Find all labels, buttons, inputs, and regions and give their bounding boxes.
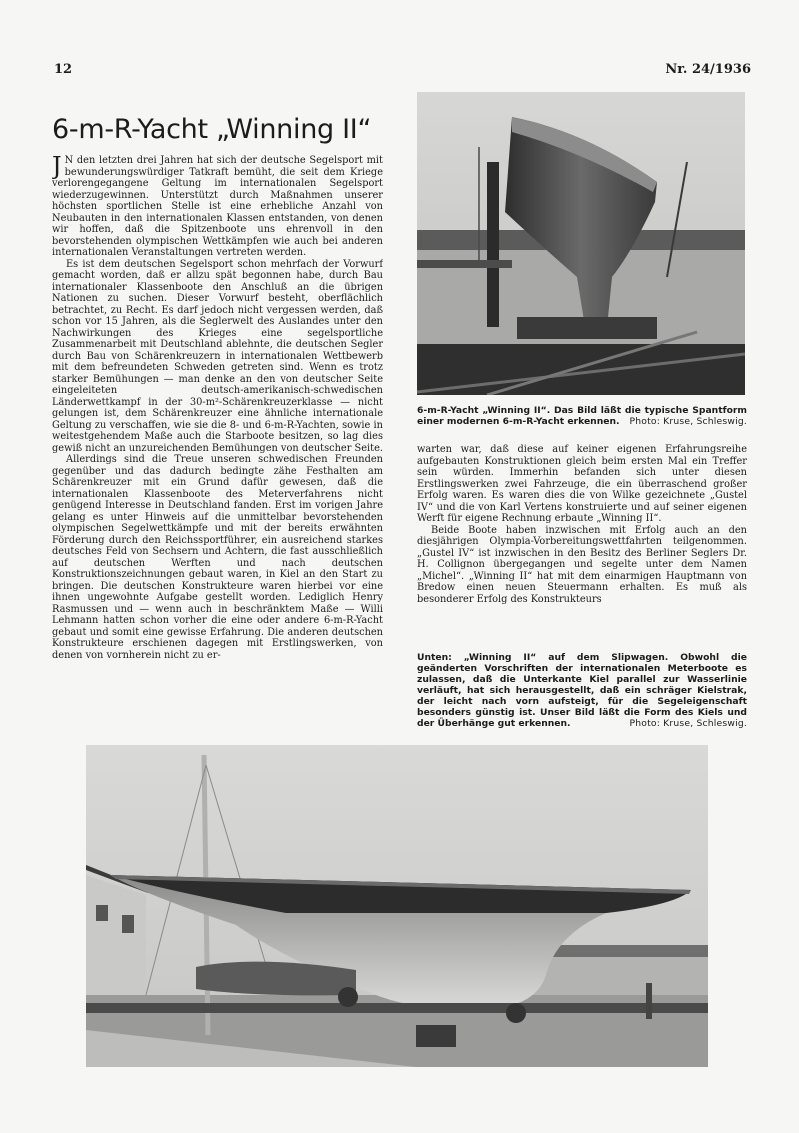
photo-hull-front-view [417, 92, 745, 395]
photo-yacht-on-slipway [86, 745, 708, 1067]
article-column-right [417, 444, 747, 636]
caption-top [417, 405, 747, 427]
paragraph-5: Beide Boote haben inzwischen mit Erfolg auch an den diesjährigen Olympia-Vorbereitungswettfahrten teilgenommen. „Gustel IV“ ist inzwischen in den Besitz des Berliner Seglers Dr. H. Collignon übergegangen und segelte unter dem Namen „Michel“. „Winning II“ hat mit dem einarmigen Hauptmann von Bredow einen neuen Steuermann erhalten. Es muß als besonderer Erfolg des Konstrukteurs [417, 524, 747, 605]
paragraph-4: warten war, daß diese auf keiner eigenen Erfahrungsreihe aufgebauten Konstruktionen gleich beim ersten Mal ein Treffer sein würden. Immerhin befanden sich unter diesen Erstlingswerken zwei Fahrzeuge, die ein überraschend großer Erfolg waren. Es waren dies die von Wilke gezeichnete „Gustel IV“ und die von Karl Vertens konstruierte und auf seiner eigenen Werft für eigene Rechnung erbaute „Winning II“. [417, 444, 747, 524]
caption-bottom-credit: Photo: Kruse, Schleswig. [629, 718, 747, 729]
caption-bottom [417, 652, 747, 729]
drop-cap: J [52, 155, 62, 180]
article-column-left [52, 155, 383, 730]
caption-top-credit: Photo: Kruse, Schleswig. [629, 416, 747, 427]
article-title: 6-m-R-Yacht „Winning II“ [52, 114, 372, 145]
paragraph-1 [52, 155, 383, 259]
caption-top-text: 6-m-R-Yacht „Winning II“. Das Bild läßt die typische Spantform einer modernen 6-m-R-Yacht erkennen. [417, 405, 747, 427]
paragraph-2: Es ist dem deutschen Segelsport schon mehrfach der Vorwurf gemacht worden, daß er allzu spät begonnen habe, durch Bau internationaler Klassenboote den Anschluß an die übrigen Nationen zu suchen. Dieser Vorwurf besteht, oberflächlich betrachtet, zu Recht. Es darf jedoch nicht vergessen werden, daß schon vor 15 Jahren, als die Seglerwelt des Auslandes unter den Nachwirkungen des Krieges eine segelsportliche Zusammenarbeit mit Deutschland ablehnte, die deutschen Segler durch Bau von Schärenkreuzern in internationalen Wettbewerb mit dem befreundeten Schweden getreten sind. Wenn es trotz starker Bemühungen — man denke an den von deutscher Seite eingeleiteten deutsch-amerikanisch-schwedischen Länderwettkampf in der 30-m²-Schärenkreuzerklasse — nicht gelungen ist, dem Schärenkreuzer eine ähnliche internationale Geltung zu verschaffen, wie sie die 8- und 6-m-R-Yachten, sowie in weitestgehendem Maße auch die Starboote besitzen, so lag dies gewiß nicht an unzureichenden Bemühungen von deutscher Seite. [52, 258, 383, 454]
paragraph-1-text: N den letzten drei Jahren hat sich der deutsche Segelsport mit bewunderungswürdiger Tatkraft bemüht, die seit dem Kriege verlorengegangene Geltung im internationalen Segelsport wiederzugewinnen. Unterstützt durch Maßnahmen unserer höchsten sportlichen Stelle ist eine erhebliche Anzahl von Neubauten in den internationalen Klassen entstanden, von denen wir hoffen, daß die Spitzenboote uns ehrenvoll in den bevorstehenden olympischen Wettkämpfen wie auch bei anderen internationalen Veranstaltungen vertreten werden. [52, 155, 383, 258]
page-number: 12 [54, 62, 73, 77]
caption-bottom-text: Unten: „Winning II“ auf dem Slipwagen. Obwohl die geänderten Vorschriften der internationalen Meterboote es zulassen, daß die Unterkante Kiel parallel zur Wasserlinie verläuft, hat sich herausgestellt, daß ein schräger Kielstrak, der leicht nach vorn aufsteigt, für die Segeleigenschaft besonders günstig ist. Unser Bild läßt die Form des Kiels und der Überhänge gut erkennen. [417, 652, 747, 729]
issue-number: Nr. 24/1936 [665, 62, 751, 77]
paragraph-3: Allerdings sind die Treue unseren schwedischen Freunden gegenüber und das dadurch bedingte zähe Festhalten am Schärenkreuzer mit ein Grund dafür gewesen, daß die internationalen Klassenboote des Meterverfahrens nicht genügend Interesse in Deutschland fanden. Erst im vorigen Jahre gelang es unter Hinweis auf die unmittelbar bevorstehenden olympischen Segelwettkämpfe und mit der bereits erwähnten Förderung durch den Reichssportführer, ein ausreichend starkes deutsches Feld von Sechsern und Achtern, die fast ausschließlich auf deutschen Werften und nach deutschen Konstruktionszeichnungen gebaut waren, in Kiel an den Start zu bringen. Die deutschen Konstrukteure waren hierbei vor eine ihnen ungewohnte Aufgabe gestellt worden. Lediglich Henry Rasmussen und — wenn auch in beschränktem Maße — Willi Lehmann hatten schon vorher die eine oder andere 6-m-R-Yacht gebaut und somit eine gewisse Erfahrung. Die anderen deutschen Konstrukteure erschienen dagegen mit Erstlingswerken, von denen von vornherein nicht zu er- [52, 454, 383, 661]
